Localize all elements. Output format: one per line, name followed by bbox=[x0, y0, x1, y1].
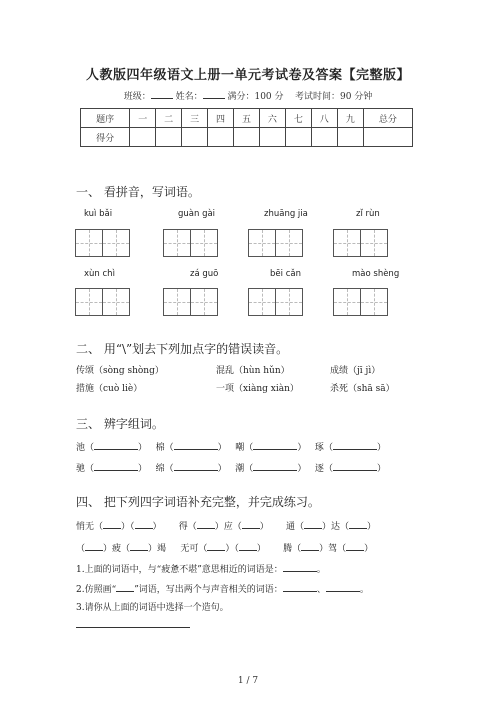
exam-time: 考试时间：90 分钟 bbox=[294, 92, 373, 102]
paren: （ bbox=[85, 443, 95, 453]
writing-grid[interactable] bbox=[333, 288, 387, 316]
paren: ） bbox=[138, 464, 148, 474]
score-row bbox=[81, 128, 413, 147]
score-cell[interactable] bbox=[259, 128, 285, 147]
char: 驰 bbox=[76, 464, 86, 474]
score-cell[interactable] bbox=[285, 128, 311, 147]
answer-line[interactable] bbox=[76, 627, 190, 628]
grid-cell[interactable] bbox=[333, 288, 361, 316]
paren: ） bbox=[376, 464, 386, 474]
pinyin-options: （cuò liè） bbox=[94, 384, 143, 394]
answer-blank[interactable] bbox=[242, 520, 260, 529]
section-1-title: 一、 看拼音，写词语。 bbox=[76, 185, 200, 199]
pinyin-options: （sòng shòng） bbox=[94, 366, 164, 376]
answer-blank[interactable] bbox=[301, 542, 319, 551]
question-2 bbox=[76, 582, 369, 595]
answer-blank[interactable] bbox=[197, 520, 215, 529]
paren: ） bbox=[297, 464, 307, 474]
answer-blank[interactable] bbox=[333, 462, 377, 471]
char: 琢 bbox=[314, 443, 324, 453]
idiom-text: ）达（ bbox=[321, 522, 349, 532]
score-header-cell: 三 bbox=[182, 109, 208, 128]
name-blank bbox=[203, 89, 225, 99]
word: 措施 bbox=[76, 384, 95, 394]
score-header-cell: 七 bbox=[285, 109, 311, 128]
reading-item[interactable] bbox=[76, 381, 142, 394]
name-label: 姓名： bbox=[175, 92, 203, 102]
answer-blank[interactable] bbox=[174, 441, 218, 450]
idiom-text: ）应（ bbox=[214, 522, 242, 532]
char: 逐 bbox=[314, 464, 324, 474]
question-text: 1.上面的词语中，与“疲惫不堪”意思相近的词语是： bbox=[76, 565, 283, 575]
answer-blank[interactable] bbox=[135, 520, 153, 529]
pinyin-options: （jī jì） bbox=[348, 366, 381, 376]
paren: （ bbox=[244, 443, 254, 453]
answer-blank[interactable] bbox=[253, 441, 297, 450]
grid-cell[interactable] bbox=[75, 288, 103, 316]
pinyin: guàn gài bbox=[178, 209, 216, 219]
grid-cell[interactable] bbox=[360, 288, 388, 316]
pinyin: zǐ rùn bbox=[356, 209, 380, 219]
idiom-row bbox=[76, 541, 373, 554]
answer-blank[interactable] bbox=[283, 583, 317, 592]
score-header-cell: 六 bbox=[259, 109, 285, 128]
writing-grid[interactable] bbox=[75, 229, 129, 257]
pinyin: zhuāng jia bbox=[264, 209, 308, 219]
idiom-text: ） bbox=[364, 544, 374, 554]
idiom-text: ）驾（ bbox=[319, 544, 347, 554]
idiom-text: 悄无（ bbox=[76, 522, 104, 532]
paren: （ bbox=[85, 464, 95, 474]
grid-cell[interactable] bbox=[248, 229, 276, 257]
word: 成绩 bbox=[330, 366, 349, 376]
score-cell[interactable] bbox=[234, 128, 260, 147]
grid-cell[interactable] bbox=[333, 229, 361, 257]
class-label: 班级： bbox=[123, 92, 151, 102]
score-header-row bbox=[81, 109, 413, 128]
idiom-row bbox=[76, 519, 376, 532]
score-table bbox=[80, 108, 413, 147]
grid-cell[interactable] bbox=[75, 229, 103, 257]
answer-blank[interactable] bbox=[253, 462, 297, 471]
section-4-title: 四、 把下列四字词语补充完整，并完成练习。 bbox=[76, 495, 320, 509]
answer-blank[interactable] bbox=[333, 441, 377, 450]
pinyin: kuì bǎi bbox=[84, 209, 113, 219]
score-header-cell: 总分 bbox=[363, 109, 412, 128]
word: 一项 bbox=[216, 384, 235, 394]
idiom-text: ）竭 bbox=[148, 544, 167, 554]
reading-item[interactable] bbox=[216, 363, 290, 376]
answer-blank[interactable] bbox=[346, 542, 364, 551]
char: 绵 bbox=[155, 464, 165, 474]
pinyin: xùn chì bbox=[84, 269, 115, 279]
word: 杀死 bbox=[330, 384, 349, 394]
pinyin-options: （xiàng xiàn） bbox=[234, 384, 299, 394]
idiom-text: ） bbox=[366, 522, 376, 532]
page-number: 1 / 7 bbox=[237, 676, 259, 686]
grid-cell[interactable] bbox=[275, 288, 303, 316]
idiom-text: ）（ bbox=[225, 544, 239, 554]
idiom-text: ）（ bbox=[121, 522, 135, 532]
score-cell[interactable] bbox=[182, 128, 208, 147]
idiom-text: 得（ bbox=[178, 522, 197, 532]
paren: （ bbox=[323, 443, 333, 453]
section-3-title: 三、 辨字组词。 bbox=[76, 417, 164, 431]
idiom-text: ） bbox=[259, 522, 269, 532]
question-1 bbox=[76, 562, 326, 575]
full-score: 满分：100 分 bbox=[227, 92, 284, 102]
score-header-cell: 八 bbox=[311, 109, 337, 128]
char: 棉 bbox=[155, 443, 165, 453]
char: 潮 bbox=[235, 464, 245, 474]
writing-grid[interactable] bbox=[163, 288, 217, 316]
grid-cell[interactable] bbox=[190, 229, 218, 257]
reading-item[interactable] bbox=[330, 381, 395, 394]
score-cell[interactable] bbox=[130, 128, 156, 147]
writing-grid[interactable] bbox=[248, 288, 302, 316]
score-header-cell: 九 bbox=[337, 109, 363, 128]
score-header-cell: 五 bbox=[234, 109, 260, 128]
paren: ） bbox=[217, 464, 227, 474]
answer-blank[interactable] bbox=[349, 520, 367, 529]
score-header-cell: 四 bbox=[208, 109, 234, 128]
paren: ） bbox=[217, 443, 227, 453]
score-header-cell: 一 bbox=[130, 109, 156, 128]
question-text: 2.仿照画“ bbox=[76, 585, 117, 595]
grid-cell[interactable] bbox=[163, 229, 191, 257]
idiom-text: ）疲（ bbox=[103, 544, 131, 554]
question-text: ”词语，写出两个与声音相关的词语： bbox=[134, 585, 283, 595]
grid-cell[interactable] bbox=[163, 288, 191, 316]
pinyin-options: （shā sā） bbox=[348, 384, 395, 394]
answer-blank[interactable] bbox=[207, 542, 225, 551]
paren: ） bbox=[376, 443, 386, 453]
grid-cell[interactable] bbox=[190, 288, 218, 316]
idiom-text: 通（ bbox=[285, 522, 304, 532]
score-cell[interactable] bbox=[337, 128, 363, 147]
exam-info bbox=[0, 89, 496, 102]
char-group-row bbox=[76, 440, 386, 453]
score-header-cell: 二 bbox=[156, 109, 182, 128]
pinyin: bēi cǎn bbox=[270, 269, 301, 279]
score-cell[interactable] bbox=[208, 128, 234, 147]
answer-blank[interactable] bbox=[94, 462, 138, 471]
answer-blank[interactable] bbox=[103, 520, 121, 529]
answer-blank[interactable] bbox=[283, 563, 317, 572]
answer-blank[interactable] bbox=[85, 542, 103, 551]
score-cell[interactable] bbox=[363, 128, 412, 147]
writing-grid[interactable] bbox=[163, 229, 217, 257]
pinyin: zá guō bbox=[190, 269, 219, 279]
idiom-text: ） bbox=[152, 522, 162, 532]
score-row-label: 得分 bbox=[81, 128, 130, 147]
answer-blank[interactable] bbox=[174, 462, 218, 471]
answer-blank[interactable] bbox=[130, 542, 148, 551]
char: 嘲 bbox=[235, 443, 245, 453]
paren: （ bbox=[164, 443, 174, 453]
question-3: 3.请你从上面的词语中选择一个造句。 bbox=[76, 603, 229, 613]
grid-cell[interactable] bbox=[102, 229, 130, 257]
grid-cell[interactable] bbox=[102, 288, 130, 316]
punct: 。 bbox=[359, 585, 369, 595]
answer-blank[interactable] bbox=[239, 542, 257, 551]
word: 传颂 bbox=[76, 366, 95, 376]
writing-grid[interactable] bbox=[248, 229, 302, 257]
writing-grid[interactable] bbox=[333, 229, 387, 257]
paren: ） bbox=[138, 443, 148, 453]
idiom-text: ） bbox=[256, 544, 266, 554]
reading-item[interactable] bbox=[330, 363, 380, 376]
answer-blank[interactable] bbox=[326, 583, 360, 592]
score-cell[interactable] bbox=[311, 128, 337, 147]
pinyin-options: （hùn hǔn） bbox=[234, 366, 290, 376]
underline-sample bbox=[116, 583, 134, 592]
idiom-text: （ bbox=[76, 544, 86, 554]
char-group-row bbox=[76, 461, 386, 474]
reading-item[interactable] bbox=[216, 381, 299, 394]
paren: （ bbox=[323, 464, 333, 474]
score-cell[interactable] bbox=[156, 128, 182, 147]
paren: ） bbox=[297, 443, 307, 453]
punct: 、 bbox=[316, 585, 326, 595]
score-header-cell: 题序 bbox=[81, 109, 130, 128]
grid-cell[interactable] bbox=[360, 229, 388, 257]
writing-grid[interactable] bbox=[75, 288, 129, 316]
word: 混乱 bbox=[216, 366, 235, 376]
paren: （ bbox=[164, 464, 174, 474]
pinyin: mào shèng bbox=[352, 269, 400, 279]
grid-cell[interactable] bbox=[248, 288, 276, 316]
punct: 。 bbox=[316, 565, 326, 575]
section-2-title: 二、 用“\”划去下列加点字的错误读音。 bbox=[76, 342, 289, 356]
idiom-text: 腾（ bbox=[283, 544, 302, 554]
char: 池 bbox=[76, 443, 86, 453]
answer-blank[interactable] bbox=[304, 520, 322, 529]
class-blank bbox=[151, 89, 173, 99]
paren: （ bbox=[244, 464, 254, 474]
reading-item[interactable] bbox=[76, 363, 164, 376]
answer-blank[interactable] bbox=[94, 441, 138, 450]
grid-cell[interactable] bbox=[275, 229, 303, 257]
page-title: 人教版四年级语文上册一单元考试卷及答案【完整版】 bbox=[85, 68, 410, 83]
idiom-text: 无可（ bbox=[180, 544, 208, 554]
